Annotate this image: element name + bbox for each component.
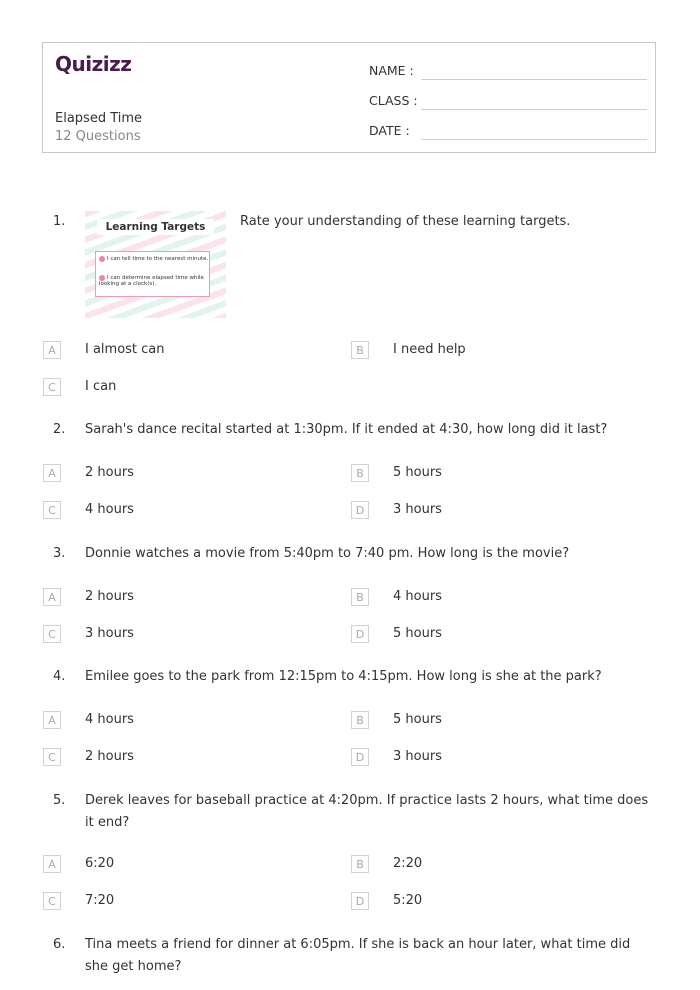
option-text: 2 hours	[85, 589, 134, 604]
learning-target-item: I can determine elapsed time while looking at a clock(s).	[99, 275, 204, 287]
question-number: 2.	[53, 422, 66, 437]
name-line	[421, 79, 647, 80]
option-text: 2 hours	[85, 465, 134, 480]
option-text: 5 hours	[393, 712, 442, 727]
option-letter-box: B	[351, 341, 369, 359]
option-text: 3 hours	[393, 749, 442, 764]
option-letter-box: C	[43, 625, 61, 643]
class-field[interactable]	[369, 88, 647, 110]
question-number: 4.	[53, 669, 66, 684]
question-text: Sarah's dance recital started at 1:30pm. If it ended at 4:30, how long did it last?	[85, 422, 608, 437]
target-bullet-icon	[99, 256, 105, 262]
option-letter-box: C	[43, 748, 61, 766]
option-text: 5 hours	[393, 465, 442, 480]
class-label: CLASS :	[369, 93, 418, 108]
learning-target-item: I can tell time to the nearest minute.	[99, 256, 208, 262]
option-letter-box: B	[351, 588, 369, 606]
option-letter-box: A	[43, 341, 61, 359]
name-label: NAME :	[369, 63, 414, 78]
option-letter-box: D	[351, 501, 369, 519]
option-letter-box: B	[351, 464, 369, 482]
question-number: 3.	[53, 546, 66, 561]
quizizz-logo: Quizizz	[55, 52, 132, 76]
option-text: 3 hours	[393, 502, 442, 517]
date-line	[421, 139, 647, 140]
option-text: 4 hours	[85, 712, 134, 727]
question-text: Emilee goes to the park from 12:15pm to 4:15pm. How long is she at the park?	[85, 669, 602, 684]
option-letter-box: D	[351, 625, 369, 643]
question-number: 5.	[53, 793, 66, 808]
name-field[interactable]	[369, 58, 647, 80]
question-text: Donnie watches a movie from 5:40pm to 7:40 pm. How long is the movie?	[85, 546, 570, 561]
class-line	[421, 109, 647, 110]
option-letter-box: B	[351, 711, 369, 729]
question-count: 12 Questions	[55, 129, 141, 144]
option-letter-box: A	[43, 464, 61, 482]
option-letter-box: C	[43, 892, 61, 910]
question-number: 1.	[53, 214, 66, 229]
option-text: 2 hours	[85, 749, 134, 764]
question-text: Rate your understanding of these learning targets.	[240, 214, 571, 229]
learning-targets-title: Learning Targets	[97, 219, 214, 235]
date-label: DATE :	[369, 123, 410, 138]
question-text: Tina meets a friend for dinner at 6:05pm. If she is back an hour later, what time did she get home?	[85, 937, 631, 974]
option-text: 2:20	[393, 856, 423, 871]
option-letter-box: A	[43, 855, 61, 873]
option-text: I almost can	[85, 342, 165, 357]
option-letter-box: A	[43, 711, 61, 729]
option-letter-box: D	[351, 892, 369, 910]
date-field[interactable]	[369, 118, 647, 140]
option-letter-box: C	[43, 378, 61, 396]
option-text: I need help	[393, 342, 466, 357]
learning-targets-card	[95, 251, 210, 297]
option-text: 6:20	[85, 856, 115, 871]
option-text: 5:20	[393, 893, 423, 908]
option-letter-box: B	[351, 855, 369, 873]
option-letter-box: A	[43, 588, 61, 606]
option-text: 3 hours	[85, 626, 134, 641]
worksheet-header	[42, 42, 656, 153]
question-text: Derek leaves for baseball practice at 4:20pm. If practice lasts 2 hours, what time does it end?	[85, 793, 649, 830]
option-text: 5 hours	[393, 626, 442, 641]
option-text: 4 hours	[393, 589, 442, 604]
option-letter-box: D	[351, 748, 369, 766]
learning-targets-image	[85, 211, 226, 318]
option-text: 4 hours	[85, 502, 134, 517]
option-text: I can	[85, 379, 117, 394]
question-number: 6.	[53, 937, 66, 952]
option-text: 7:20	[85, 893, 115, 908]
worksheet-title: Elapsed Time	[55, 111, 143, 126]
option-letter-box: C	[43, 501, 61, 519]
